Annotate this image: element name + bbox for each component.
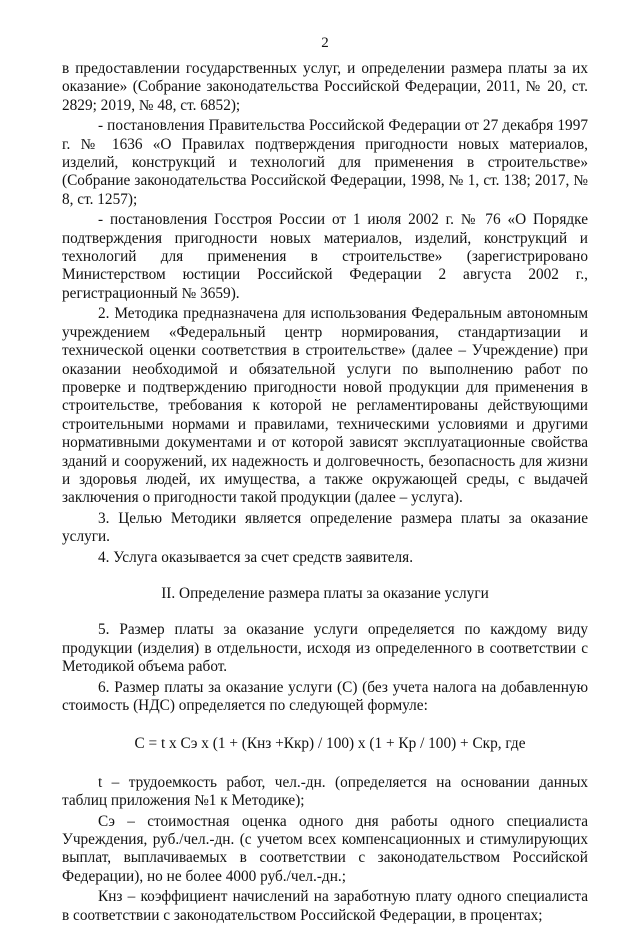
page-number: 2 [321, 35, 329, 51]
text-paragraph: в предоставлении государственных услуг, и определении размера платы за их оказание» (Собрание законодательства Российской Федерации, 2011, № 20, ст. 2829; 2019, № 48, ст. 6852); [62, 60, 588, 114]
paragraphs-top [62, 60, 588, 567]
text-paragraph: 6. Размер платы за оказание услуги (С) (без учета налога на добавленную стоимость (НДС) определяется по следующей формуле: [62, 678, 588, 714]
text-paragraph: 2. Методика предназначена для использования Федеральным автономным учреждением «Федеральный центр нормирования, стандартизации и технической оценки соответствия в строительстве» (далее – Учреждение) при оказании необходимой и обязательной услуги по выполнению работ по проверке и подтверждению пригодности новой продукции для применения в строительстве, требования к которой не регламентированы действующими строительными нормами и правилами, техническими условиями и другими нормативными документами и от которой зависят эксплуатационные свойства зданий и сооружений, их надежность и долговечность, безопасность для жизни и здоровья людей, их имущества, а также окружающей среды, с выдачей заключения о пригодности такой продукции (далее – услуга). [62, 305, 588, 507]
text-paragraph: - постановления Правительства Российской Федерации от 27 декабря 1997 г. № 1636 «О Правилах подтверждения пригодности новых материалов, изделий, конструкций и технологий для применения в строительстве» (Собрание законодательства Российской Федерации, 1998, № 1, ст. 138; 2017, № 8, ст. 1257); [62, 117, 588, 208]
text-paragraph: Сэ – стоимостная оценка одного дня работы одного специалиста Учреждения, руб./чел.-дн. (с учетом всех компенсационных и стимулирующих выплат, выплачиваемых в соответствии с законодательством Российской Федерации), но не более 4000 руб./чел.-дн.; [62, 812, 588, 885]
text-paragraph: 4. Услуга оказывается за счет средств заявителя. [98, 548, 414, 566]
text-paragraph: 5. Размер платы за оказание услуги определяется по каждому виду продукции (изделия) в отдельности, исходя из определенного в соответствии с Методикой объема работ. [62, 621, 588, 676]
text-paragraph: 3. Целью Методики является определение размера платы за оказание услуги. [62, 509, 588, 546]
text-paragraph: t – трудоемкость работ, чел.-дн. (определяется на основании данных таблиц приложения №1 к Методике); [62, 773, 588, 810]
section-heading: II. Определение размера платы за оказание услуги [161, 584, 489, 602]
text-paragraph: Кнз – коэффициент начислений на заработную плату одного специалиста в соответствии с законодательством Российской Федерации, в процентах; [62, 888, 588, 924]
text-paragraph: - постановления Госстроя России от 1 июля 2002 г. № 76 «О Порядке подтверждения пригодности новых материалов, изделий, конструкций и технологий для применения в строительстве» (зарегистрировано Министерством юстиции Российской Федерации 2 августа 2002 г., регистрационный № 3659). [62, 211, 588, 302]
paragraphs-bottom [62, 774, 588, 925]
fee-formula: С = t x Сэ x (1 + (Кнз +Ккр) / 100) x (1 + Кр / 100) + Скр, где [134, 735, 526, 753]
paragraphs-mid [62, 621, 588, 715]
